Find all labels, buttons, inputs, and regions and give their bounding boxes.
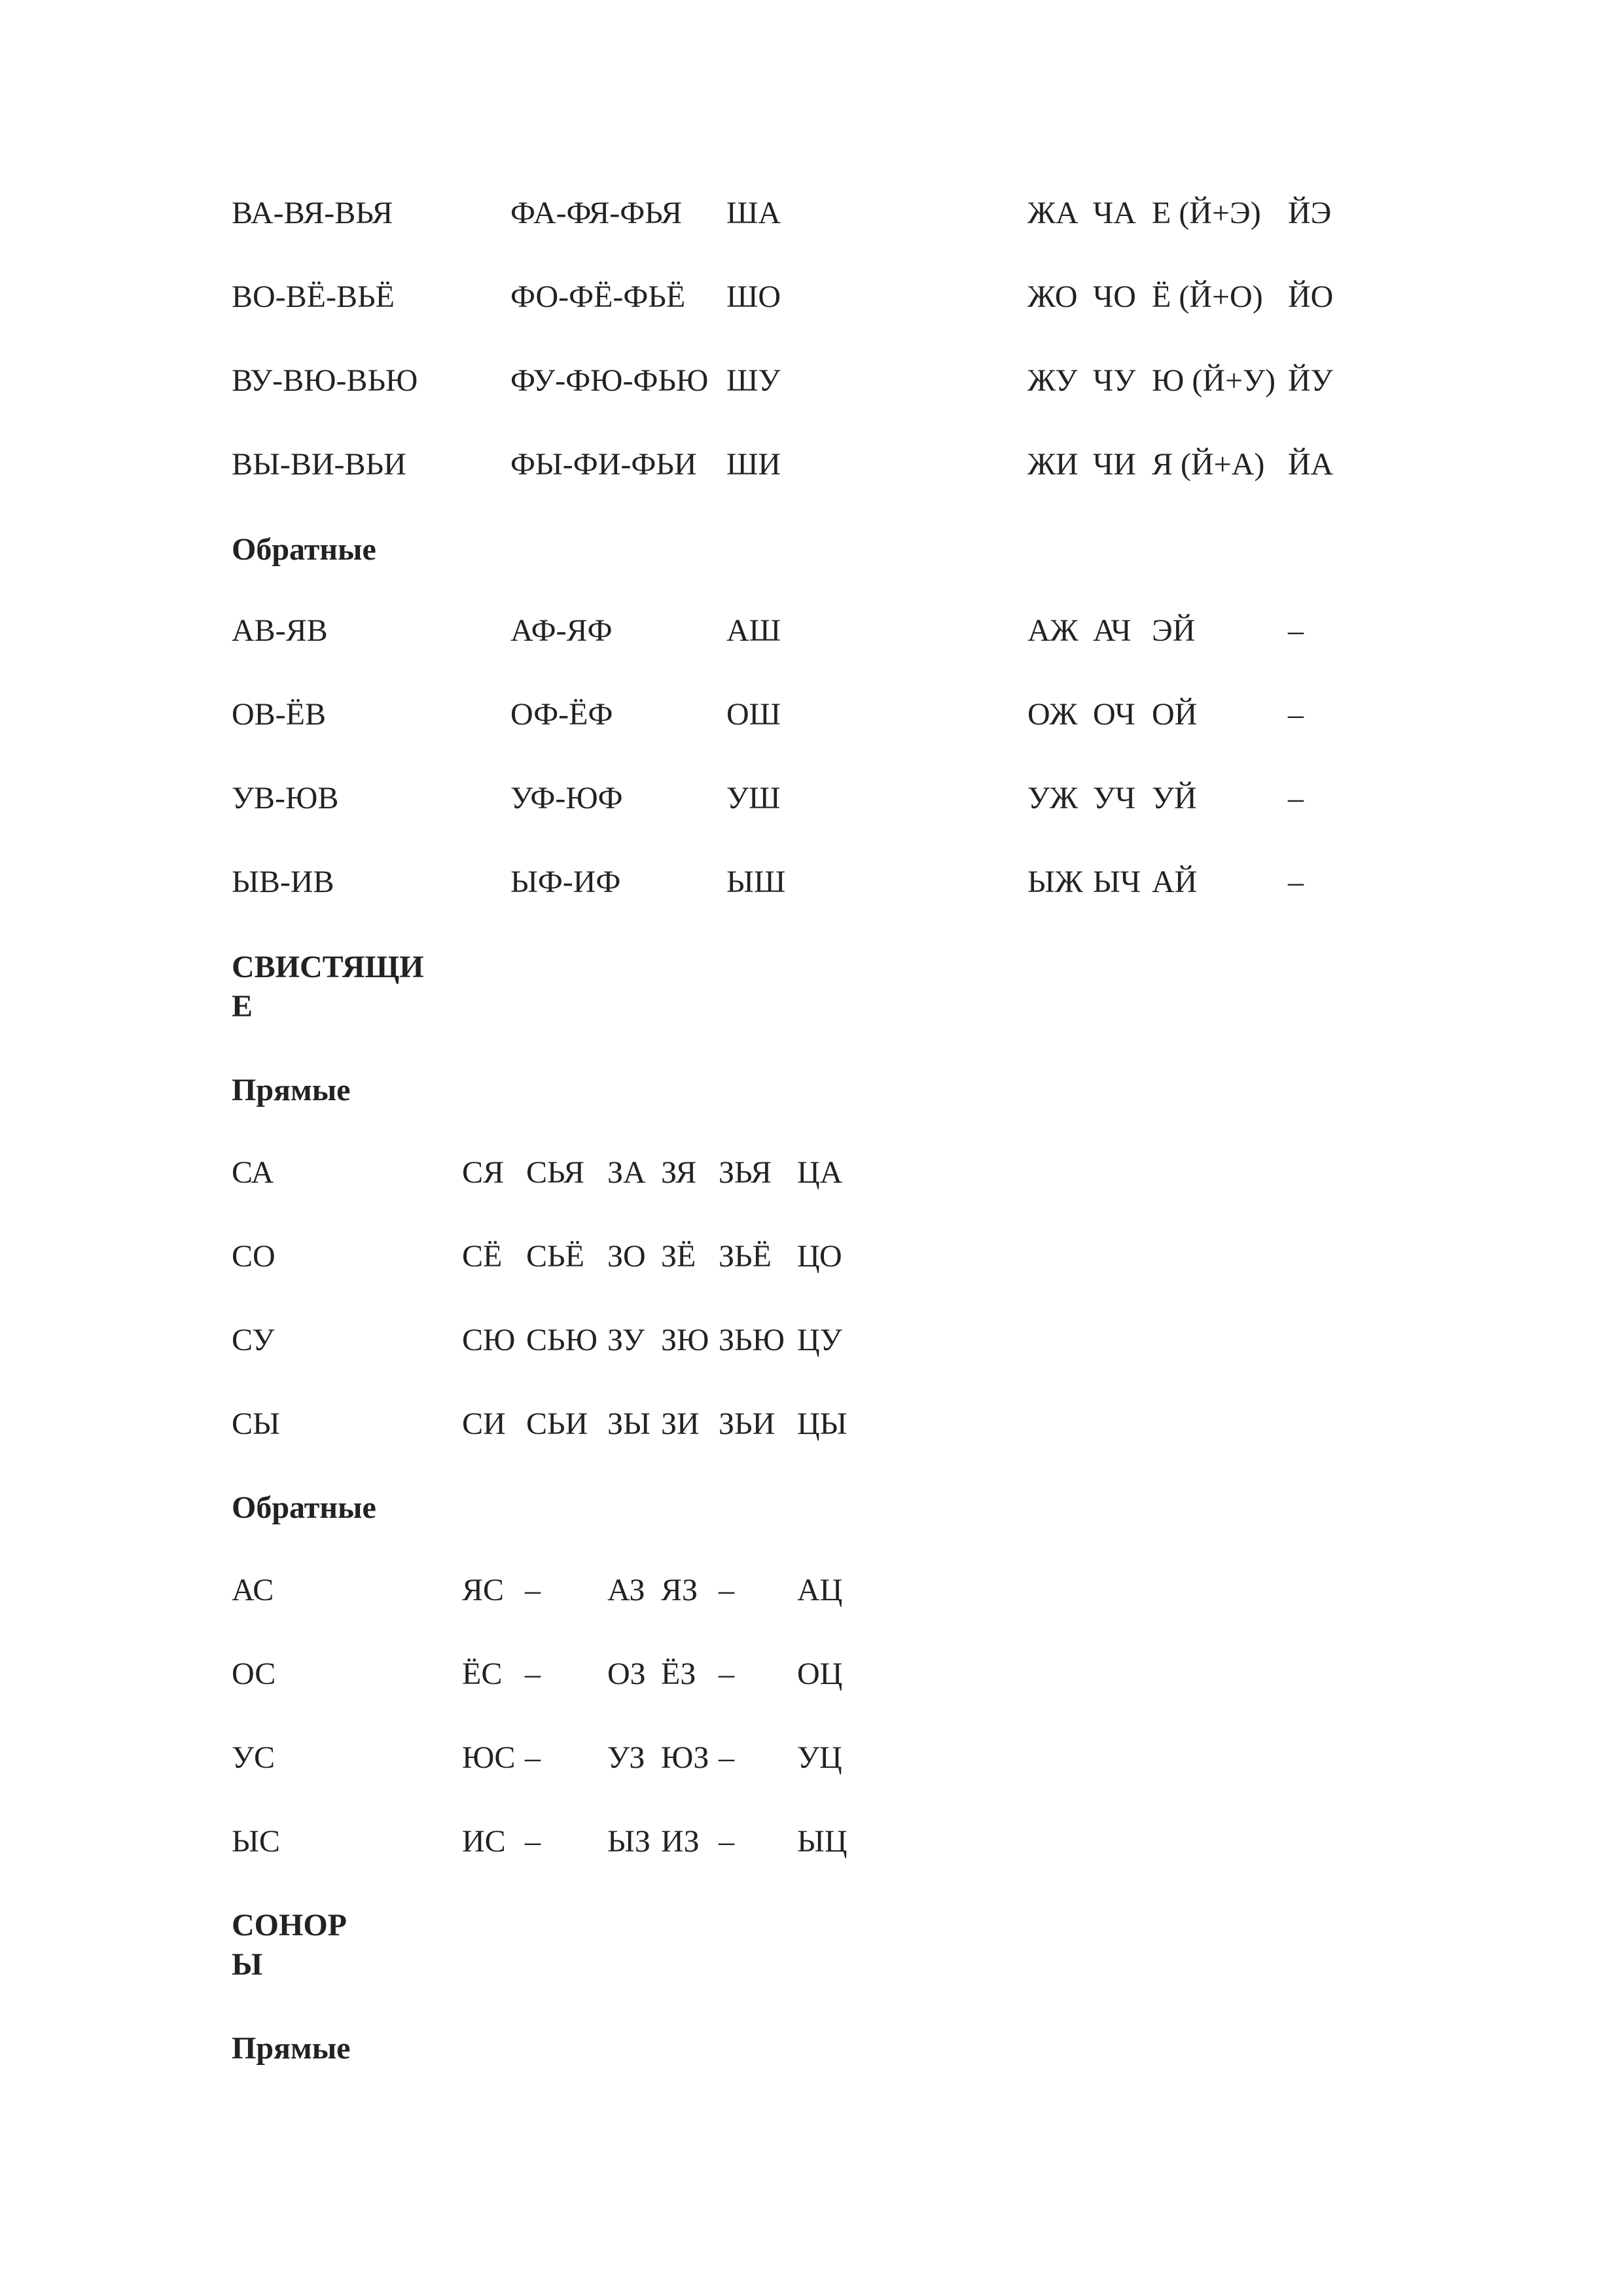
syllable-cell: УФ-ЮФ (510, 781, 623, 816)
syllable-cell: УВ-ЮВ (232, 781, 339, 816)
syllable-cell: ИС (462, 1824, 506, 1859)
syllable-cell: ША (726, 196, 781, 230)
syllable-cell: ЗЯ (661, 1155, 697, 1190)
syllable-cell: АФ-ЯФ (510, 613, 613, 648)
syllable-cell: ЭЙ (1152, 613, 1196, 648)
syllable-cell: ЗЬИ (719, 1407, 776, 1441)
syllable-cell: УС (232, 1740, 275, 1775)
syllable-cell: ЫС (232, 1824, 280, 1859)
syllable-cell: ЁС (462, 1657, 503, 1691)
heading-line: Е (232, 989, 253, 1024)
section-heading-reverse: Обратные (232, 1490, 376, 1525)
syllable-cell: ЧА (1093, 196, 1136, 230)
syllable-cell: ФЫ-ФИ-ФЬИ (510, 447, 697, 482)
syllable-cell: – (719, 1740, 734, 1775)
syllable-cell: ОЙ (1152, 697, 1198, 732)
syllable-cell: Я (Й+А) (1152, 447, 1265, 482)
heading-line: СВИСТЯЩИ (232, 950, 424, 984)
syllable-cell: АЖ (1027, 613, 1079, 648)
syllable-cell: ЙО (1288, 279, 1334, 314)
syllable-cell: СЯ (462, 1155, 505, 1190)
syllable-cell: ШО (726, 279, 781, 314)
syllable-cell: – (525, 1573, 541, 1607)
syllable-cell: СА (232, 1155, 274, 1190)
syllable-cell: ЫЖ (1027, 865, 1083, 899)
syllable-cell: ЗУ (607, 1323, 645, 1357)
syllable-cell: СИ (462, 1407, 506, 1441)
syllable-cell: ИЗ (661, 1824, 700, 1859)
syllable-cell: УЦ (797, 1740, 842, 1775)
syllable-cell: Е (Й+Э) (1152, 196, 1261, 230)
syllable-cell: ЫЗ (607, 1824, 651, 1859)
syllable-cell: ЙА (1288, 447, 1334, 482)
syllable-cell: ВУ-ВЮ-ВЬЮ (232, 363, 418, 398)
syllable-cell: – (1288, 697, 1304, 732)
syllable-cell: УЙ (1152, 781, 1197, 816)
syllable-cell: ЗЬЁ (719, 1239, 772, 1274)
syllable-cell: СЬЮ (526, 1323, 597, 1357)
heading-line: СОНОР (232, 1908, 347, 1943)
section-heading-direct: Прямые (232, 1073, 351, 1107)
syllable-cell: АЙ (1152, 865, 1198, 899)
syllable-cell: СУ (232, 1323, 275, 1357)
syllable-cell: – (525, 1657, 541, 1691)
syllable-cell: ЦЫ (797, 1407, 847, 1441)
syllable-cell: ЫЦ (797, 1824, 847, 1859)
syllable-cell: ФО-ФЁ-ФЬЁ (510, 279, 686, 314)
syllable-cell: ОВ-ЁВ (232, 697, 326, 732)
syllable-cell: СЁ (462, 1239, 503, 1274)
syllable-cell: ЖУ (1027, 363, 1078, 398)
syllable-cell: ЙЭ (1288, 196, 1332, 230)
syllable-cell: ЧО (1093, 279, 1136, 314)
syllable-cell: ФА-ФЯ-ФЬЯ (510, 196, 683, 230)
syllable-cell: ВО-ВЁ-ВЬЁ (232, 279, 395, 314)
syllable-cell: ЗИ (661, 1407, 700, 1441)
syllable-cell: УЖ (1027, 781, 1078, 816)
syllable-cell: Ё (Й+О) (1152, 279, 1263, 314)
syllable-cell: – (719, 1657, 734, 1691)
syllable-cell: ОЗ (607, 1657, 646, 1691)
syllable-cell: ЫЧ (1093, 865, 1141, 899)
syllable-cell: ЫВ-ИВ (232, 865, 334, 899)
syllable-cell: ЗЮ (661, 1323, 709, 1357)
syllable-cell: ЯЗ (661, 1573, 698, 1607)
syllable-cell: ОС (232, 1657, 276, 1691)
syllable-cell: ЗО (607, 1239, 646, 1274)
syllable-cell: ЮС (462, 1740, 516, 1775)
syllable-cell: ЗЬЯ (719, 1155, 772, 1190)
syllable-cell: ЧИ (1093, 447, 1136, 482)
syllable-cell: ОФ-ЁФ (510, 697, 613, 732)
syllable-cell: ЫШ (726, 865, 786, 899)
syllable-cell: ЗЫ (607, 1407, 651, 1441)
syllable-cell: ФУ-ФЮ-ФЬЮ (510, 363, 709, 398)
syllable-cell: АЗ (607, 1573, 645, 1607)
syllable-cell: АЦ (797, 1573, 843, 1607)
syllable-cell: СЬЁ (526, 1239, 584, 1274)
syllable-cell: ШИ (726, 447, 781, 482)
syllable-cell: ЦУ (797, 1323, 842, 1357)
syllable-cell: ЦА (797, 1155, 843, 1190)
syllable-cell: АС (232, 1573, 274, 1607)
syllable-cell: ЯС (462, 1573, 505, 1607)
syllable-cell: АШ (726, 613, 781, 648)
syllable-cell: ЖО (1027, 279, 1078, 314)
syllable-cell: ЖА (1027, 196, 1079, 230)
syllable-cell: ЗЁ (661, 1239, 696, 1274)
syllable-cell: Ю (Й+У) (1152, 363, 1276, 398)
syllable-cell: СЮ (462, 1323, 516, 1357)
syllable-cell: ЁЗ (661, 1657, 696, 1691)
syllable-cell: – (1288, 865, 1304, 899)
syllable-cell: СЫ (232, 1407, 280, 1441)
syllable-cell: СЬЯ (526, 1155, 585, 1190)
syllable-cell: АВ-ЯВ (232, 613, 328, 648)
syllable-cell: ЦО (797, 1239, 842, 1274)
syllable-cell: ВЫ-ВИ-ВЬИ (232, 447, 406, 482)
section-heading-whistling (232, 948, 424, 1026)
syllable-cell: УЗ (607, 1740, 645, 1775)
syllable-cell: ШУ (726, 363, 781, 398)
syllable-cell: ВА-ВЯ-ВЬЯ (232, 196, 393, 230)
syllable-cell: – (1288, 781, 1304, 816)
section-heading-reverse: Обратные (232, 532, 376, 567)
syllable-cell: – (719, 1573, 734, 1607)
syllable-cell: СО (232, 1239, 276, 1274)
syllable-cell: ЗА (607, 1155, 646, 1190)
syllable-cell: ОЧ (1093, 697, 1135, 732)
syllable-cell: – (525, 1824, 541, 1859)
syllable-cell: УШ (726, 781, 781, 816)
syllable-cell: – (1288, 613, 1304, 648)
syllable-cell: – (525, 1740, 541, 1775)
heading-line: Ы (232, 1947, 263, 1982)
syllable-cell: ОШ (726, 697, 781, 732)
syllable-cell: ОЖ (1027, 697, 1078, 732)
syllable-cell: ЧУ (1093, 363, 1136, 398)
syllable-cell: ЙУ (1288, 363, 1333, 398)
syllable-cell: УЧ (1093, 781, 1136, 816)
syllable-cell: ЖИ (1027, 447, 1079, 482)
syllable-cell: ЮЗ (661, 1740, 709, 1775)
section-heading-sonorants (232, 1906, 347, 1984)
syllable-cell: ЫФ-ИФ (510, 865, 621, 899)
section-heading-direct: Прямые (232, 2031, 351, 2066)
syllable-cell: – (719, 1824, 734, 1859)
syllable-cell: АЧ (1093, 613, 1132, 648)
syllable-cell: ОЦ (797, 1657, 843, 1691)
syllable-cell: ЗЬЮ (719, 1323, 785, 1357)
syllable-cell: СЬИ (526, 1407, 588, 1441)
